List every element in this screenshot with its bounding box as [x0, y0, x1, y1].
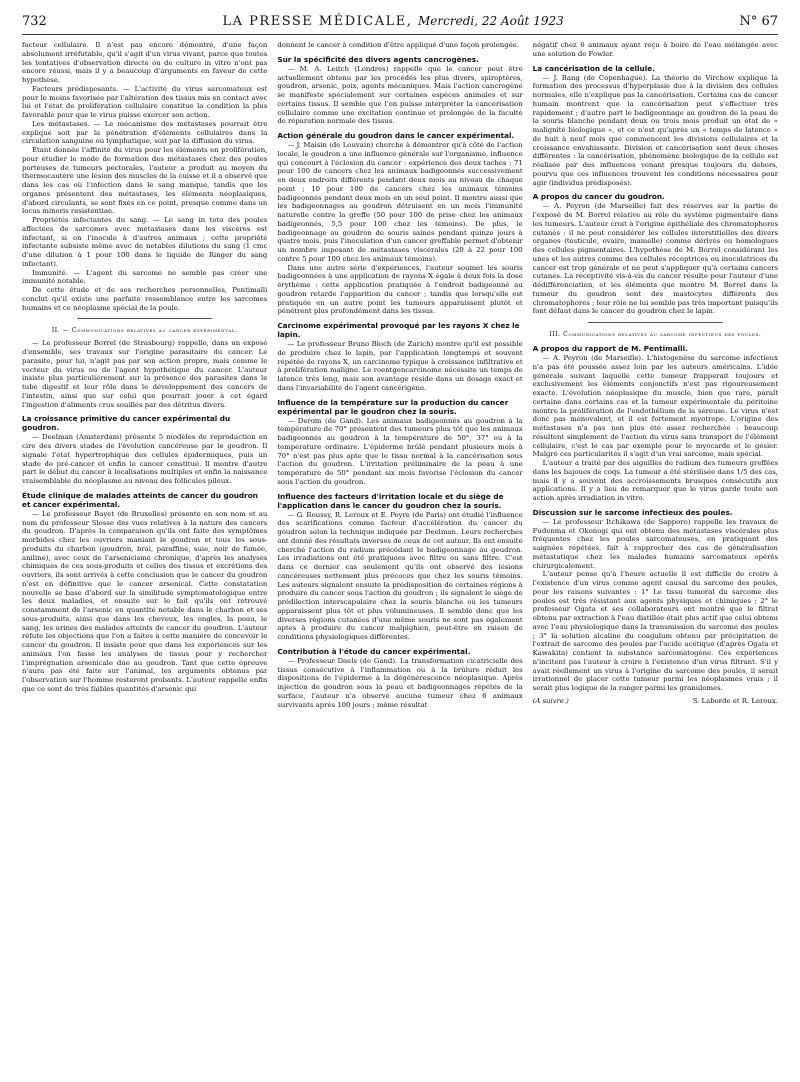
- article-heading: Carcinome expérimental provoqué par les rayons X chez le lapin.: [277, 321, 520, 339]
- column-2: [277, 41, 522, 1081]
- paragraph: — Professeur Daels (de Gand). La transformation cicatricielle des tissus consécutive à l'inflammation ou à la brûlure réduit les dispositions de l'épiderme à la dégénérescence néoplasique. Après injection de goudron sous la peau et badigeonnages répétés de la surface, l'auteur n'a observé aucune tumeur chez 6 animaux survivants après 100 jours ; même résultat: [277, 656, 523, 709]
- section-heading: III. Communications relatives au sarcome infectieux des poules.: [549, 331, 762, 338]
- paragraph: Dans une autre série d'expériences, l'auteur soumet les souris badigeonnées à une application de rayons X égale à deux fois la dose érythème : cette application pratiquée à l'endroit badigeonné au goudron retarde l'apparition du cancer ; tandis que lorsqu'elle est pratiquée en un autre point les tumeurs apparaissent plutôt et pénètrent plus profondément dans les tissus.: [277, 263, 523, 316]
- paragraph: — A. Peyron (de Marseille). L'histogenèse du sarcome infectieux n'a pas été poussée assez loin par les auteurs américains. L'idée générale suivant laquelle cette tumeur frapperait toujours et exclusivement les éléments conjonctifs n'est pas rigoureusement exacte. L'évolution néoplasique du muscle, bien que rare, paraît certaine dans certains cas et la tumeur expérimentale du péritoine montre la prolifération de l'endothélium de la séreuse. Le virus n'est donc pas monovalent, et il est fortement myotrope. L'origine des métastases n'a pas non plus été assez recherchée : beaucoup résultent simplement de l'action du virus sans transport de l'élément cellulaire, c'est le cas par exemple pour le myocarde et le gésier. Malgré ces particularités il s'agit d'un vrai sarcome, mais spécial.: [532, 354, 778, 459]
- paragraph: — J. Maisin (de Louvain) cherche à démontrer qu'à côté de l'action locale, le goudron a une influence générale sur l'organisme, influence qui concourt à l'éclosion du cancer : expérience des deux taches : 71 pour 100 de cancers chez les animaux badigeonnés successivement en deux endroits différents pendant deux mois au niveau de chaque point ; 10 pour 100 de cancers chez les animaux témoins badigeonnés pendant deux mois en un seul point. Il montre aussi que les badigeonnages au goudron détruisent en un mois l'immunité naturelle contre la greffe (50 pour 100 de prise chez les animaux badigeonnés, 5,5 pour 100 chez les témoins). De plus, le badigeonnage au goudron de souris saines pendant quinze jours à quatre mois, puis l'inoculation d'un cancer greffable permet d'obtenir un nombre imposant de métastases viscérales (20 à 22 pour 100 contre 5 pour 100 chez les animaux témoins).: [277, 141, 523, 263]
- authors: S. Laborde et R. Leroux.: [692, 696, 778, 705]
- paragraph: De cette étude et de ses recherches personnelles, Pentimalli conclut qu'il existe une parfaite ressemblance entre les sarcomes humains et ce néoplasme spécial de la poule.: [22, 286, 268, 312]
- page-header: [22, 14, 778, 35]
- signature-line: [533, 697, 778, 706]
- paragraph: — A. Peyron (de Marseille) fait des réserves sur la partie de l'exposé de M. Borrel relative au rôle du système pigmentaire dans les tumeurs. L'auteur croit à l'origine épithéliale des chromatophores cutanés : il ne peut considérer les cellules interstitielles des divers organes (testicule, ovaire, mamelle) comme dérivés ou homologues des cellules pigmentaires. L'hypothèse de M. Borrel considérant les unes et les autres comme des cellules réceptrices ou inoculatrices du cancer est trop générale et ne peut s'appliquer qu'à certains cancers cutanés. La réceptivité vis-à-vis du cancer résulte pour l'auteur d'une dédifférenciation, et les éléments que montre M. Borrel dans la tumeur du goudron sont des mastocytes différents des chromatophores ; leur rôle ne lui semble pas très important puisqu'ils font défaut dans le cancer du goudron chez le lapin.: [532, 202, 778, 316]
- paragraph: — Le professeur Borrel (de Strasbourg) rappelle, dans un exposé d'ensemble, ses travaux sur l'origine parasitaire du cancer. Le parasite, pour lui, n'agit pas par son action propre, mais comme le vecteur du virus ou de l'agent hypothétique du cancer. L'auteur insiste plus particulièrement sur la présence des parasites dans le tube digestif et leur rôle dans le développement des cancers de l'intestin, ainsi que sur celui que pourrait jouer à cet égard l'ingestion d'aliments crus souillés par des détritus divers.: [22, 339, 268, 409]
- paragraph: — Le professeur Itchikawa (de Sapporo) rappelle les travaux de Fudenma et Okonogi qui ont obtenu des métastases viscérales plus fréquentes chez les poules sarcomateuses, en pratiquant des saignées répétées, fait à rapprocher des cas de généralisation métastatique chez les malades humains sarcomateux opérés chirurgicalement.: [532, 517, 778, 570]
- divider: [77, 318, 212, 319]
- column-3: [533, 41, 778, 1081]
- paragraph: — M. A. Leitch (Londres) rappelle que le cancer peut être actuellement obtenu par les procédés les plus divers, spiroptères, goudron, arsenic, poix, agents mécaniques. Mais l'action cancrogène se manifeste spécialement sur certaines espèces animales et sur certains tissus. Il semble que l'on puisse interpréter la cancérisation cellulaire comme une excitation continue et prolongée de la faculté de réparation normale des tissus.: [277, 64, 523, 126]
- paragraph: Étant donnée l'affinité du virus pour les éléments en prolifération, pour étudier le mode de formation des métastases chez des poules porteuses de tumeurs pectorales, l'auteur a produit au moyen du thermocautère une lésion des muscles de la cuisse et il a observé que dans les cas où l'infection dans le sang manque, tandis que les organes présentent des métastases, les éléments néoplasiques, d'abord circulants, se sont fixés en ce point, presque comme dans un locus minoris resistentiae.: [22, 146, 268, 216]
- article-heading: Influence des facteurs d'irritation locale et du siège de l'application dans le cancer du goudron chez la souris.: [277, 491, 504, 510]
- paragraph: — Le professeur Bayet (de Bruxelles) présente en son nom et au nom du professeur Slosse des vues relatives à la nature des cancers du goudron. D'après la comparaison qu'ils ont faite des symptômes morbides chez les ouvriers maniant le goudron et tous les sous-produits du charbon (goudron, brai, paraffine, suie, noir de fumée, aniline), avec ceux de l'arsenicisme chronique, d'après les analyses chimiques de ces sous-produits et celles des tissus et excrétions des ouvriers, ils sont arrivés à cette conclusion que le cancer du goudron n'est en définitive que le cancer arsenical. Cette constatation nouvelle se base d'abord sur la similitude symptomatologique entre les deux maladies, et ensuite sur le fait qu'ils ont retrouvé constamment de l'arsenic en quantité notable dans le charbon et ses sous-produits, ainsi que dans les cheveux, les ongles, la peau, le sang, les urines des malades atteints de cancer du goudron. L'auteur réfute les objections que l'on a faites à cette manière de concevoir le cancer du goudron. Il insiste pour que dans les expériences sur les animaux l'on fasse les analyses de tissus pour y rechercher l'imprégnation arsenicale due au goudron. Tant que cette épreuve n'aura pas été faite sur l'animal, les arguments obtenus par l'observation sur l'homme resteront probants. L'auteur rappelle enfin que ce sont de très faibles quantités d'arsenic qui: [22, 509, 268, 693]
- paragraph: L'auteur a traité par des aiguilles de radium des tumeurs greffées dans les bajoues de coqs. La tumeur a été stérilisée dans 1/5 des cas, mais il y a souvent des accroissements brusques consécutifs aux applications. Il y a lieu de remarquer que le virus garde toute son action après irradiation in vitro.: [532, 459, 778, 502]
- article-heading: Influence de la température sur la production du cancer expérimental par le goudron chez la souris.: [277, 397, 509, 416]
- journal-title: [223, 14, 564, 29]
- article-heading: Discussion sur le sarcome infectieux des poules.: [532, 507, 733, 517]
- section-heading: II. — Communications relatives au cancer expérimental.: [51, 327, 238, 335]
- to-be-continued: (A suivre.): [532, 696, 569, 705]
- paragraph: Propriétés infectantes du sang. — Le sang in toto des poules affectées de sarcomes avec métastases dans les viscères est infectant, si on l'inocule à d'autres animaux ; cette propriété infectante subsiste même avec de notables dilutions du sang (1 cmc d'une dilution à 1 pour 100 dans le liquide de Ringer du sang infectant).: [22, 216, 268, 268]
- article-heading: Contribution à l'étude du cancer expérimental.: [277, 646, 471, 656]
- column-1: [22, 41, 267, 1081]
- paragraph: — Le professeur Bruno Bloch (de Zurich) montre qu'il est possible de produire chez le lapin, par l'application longtemps et souvent répétée de rayons X, un carcinome typique à croissance infiltrative et à prolifération maligne. Le roentgencarcinome nécessite un temps de latence très long, mais son avantage réside dans un dosage exact et dans l'invariabilité de l'agent cancérigène.: [277, 340, 523, 392]
- issue-number: N° 67: [739, 14, 778, 29]
- paragraph: L'auteur pense qu'à l'heure actuelle il est difficile de croire à l'existence d'un virus comme agent causal du sarcome des poules, pour les raisons suivantes : 1° Le tissu tumoral du sarcome des poules est très résistant aux agents physiques et chimiques ; 2° le professeur Ogata et ses collaborateurs ont montré que le filtrat obtenu par extraction à l'eau distillée était plus actif que celui obtenu avec l'eau physiologique dans la transmission du sarcome des poules ; 3° la solution alcaline du coagulum obtenu par précipitation de l'extrait de sarcome des poules par l'acide acétique (d'après Ogata et Kawakita) contient la substance sarcomatogène. Ces expériences n'incitent pas l'auteur à croire à l'existence d'un virus filtrant. S'il y avait réellement un virus à l'origine du sarcome des poules, il serait irrationnel de placer cette tumeur parmi les néoplasmes vrais ; il serait plus logique de la ranger parmi les granulomes.: [532, 570, 778, 692]
- divider: [588, 322, 723, 323]
- page-number: 732: [22, 14, 47, 29]
- article-heading: La croissance primitive du cancer expérimental du goudron.: [22, 414, 231, 433]
- article-heading: Étude clinique de malades atteints de cancer du goudron et cancer expérimental.: [22, 490, 258, 509]
- article-heading: Sur la spécificité des divers agents cancrogènes.: [277, 54, 479, 64]
- paragraph: Immunité. — L'agent du sarcome ne semble pas créer une immunité notable.: [22, 268, 268, 286]
- paragraph: facteur cellulaire. Il n'est pas encore démontré, d'une façon absolument irréfutable, qu'il s'agit d'un virus vivant, parce que toutes les tentatives d'observation directe ou de culture in vitro n'ont pas encore réussi, mais il y a beaucoup d'arguments en faveur de cette hypothèse.: [22, 41, 268, 84]
- paragraph: — Derom (de Gand). Les animaux badigeonnés au goudron à la température de 70° présentent des tumeurs plus tôt que les animaux badigeonnés au goudron à la température de 50°, 37° ou à la température ordinaire. L'épiderme brûlé pendant plusieurs mois à 70° n'est pas plus apte que le tissu normal à la cancérisation sous l'action du goudron. L'irritation préliminaire de la peau à une température de 50° pendant six mois favorise l'éclosion du cancer sous l'action du goudron.: [277, 416, 523, 486]
- article-heading: La cancérisation de la cellule.: [532, 63, 655, 73]
- paragraph: Les métastases. — Le mécanisme des métastases pourrait être expliqué soit par la pénétration d'éléments cellulaires dans la circulation sanguine ou lymphatique, soit par la diffusion du virus.: [22, 119, 268, 146]
- columns: [22, 41, 778, 1081]
- paragraph: — Deelman (Amsterdam) présente 5 modèles de reproduction en cire des divers stades de l'évolution cancéreuse par le goudron. Il signale l'état hypertrophique des cellules épidermiques, puis un stade de pré-cancer et enfin le cancer constitué. Il montre d'autre part le début du cancer à localisations multiples et enfin la naissance vraisemblable du néoplasme au niveau des follicules pileux.: [22, 433, 268, 485]
- paragraph: donnent le cancer à condition d'être appliqué d'une façon prolongée.: [277, 41, 519, 49]
- paragraph: — G. Roussy, R. Leroux et E. Peyre (de Paris) ont étudié l'influence des scarifications comme facteur d'accélération du cancer du goudron selon la technique indiquée par Deelman. Leurs recherches ont donné des résultats inverses de ceux de cet auteur. Ils ont ensuite cherché l'action du radium précédant le badigeonnage au goudron. Les irradiations ont été pratiquées avec filtre ou sans filtre. C'est dans ce dernier cas seulement qu'ils ont observé des lésions cancéreuses nettement plus précoces que chez les souris témoins. Les auteurs signalent ensuite la prédisposition de certaines régions à produire du cancer sous l'action du goudron ; ils signalent le siège de prédilection interscapulaire chez la souris blanche où les tumeurs apparaissent plus tôt et plus volumineuses. Il semble donc que les diverses régions cutanées d'une même souris ne sont pas également aptes à produire du cancer malpighien, peut-être en raison de conditions physiologiques différentes.: [277, 510, 523, 641]
- issue-date: Mercredi, 22 Août 1923: [418, 14, 564, 28]
- paragraph: — J. Bang (de Copenhague). La théorie de Virchow explique la formation des processus d'hyperplasie due à la division des cellules normales, elle n'explique pas la cancérisation. Certains cas de cancer humain montrent que la cancérisation peut s'effectuer très rapidement ; d'autre part le badigeonnage au goudron de la peau de la souris blanche pendant deux ou trois mois produit un état de « malignité biologique », et ce n'est qu'après un « temps de latence » de huit à neuf mois que commencent les divisions cellulaires et la croissance envahissante. Division et cancérisation sont deux choses différentes : la cancérisation, phénomène biologique de la cellule est réalisée par des influences venant presque toujours du dehors, pourvu que ces influences trouvent les conditions nécessaires pour agir (individus prédisposés).: [532, 73, 778, 187]
- article-heading: Action générale du goudron dans le cancer expérimental.: [277, 131, 515, 140]
- journal-name: LA PRESSE MÉDICALE,: [222, 14, 413, 29]
- paragraph: négatif chez 6 animaux ayant reçu à boire de l'eau mélangée avec une solution de Fowler.: [532, 41, 778, 58]
- article-heading: A propos du rapport de M. Pentimalli.: [532, 344, 688, 353]
- article-heading: A propos du cancer du goudron.: [532, 192, 665, 202]
- paragraph: Facteurs prédisposants. — L'activité du virus sarcomateux est pour le moins favorisée par l'altération des tissus mis en contact avec lui et l'état de prolifération cellulaire constitue la condition la plus favorable pour que le virus puisse exercer son action.: [22, 84, 268, 119]
